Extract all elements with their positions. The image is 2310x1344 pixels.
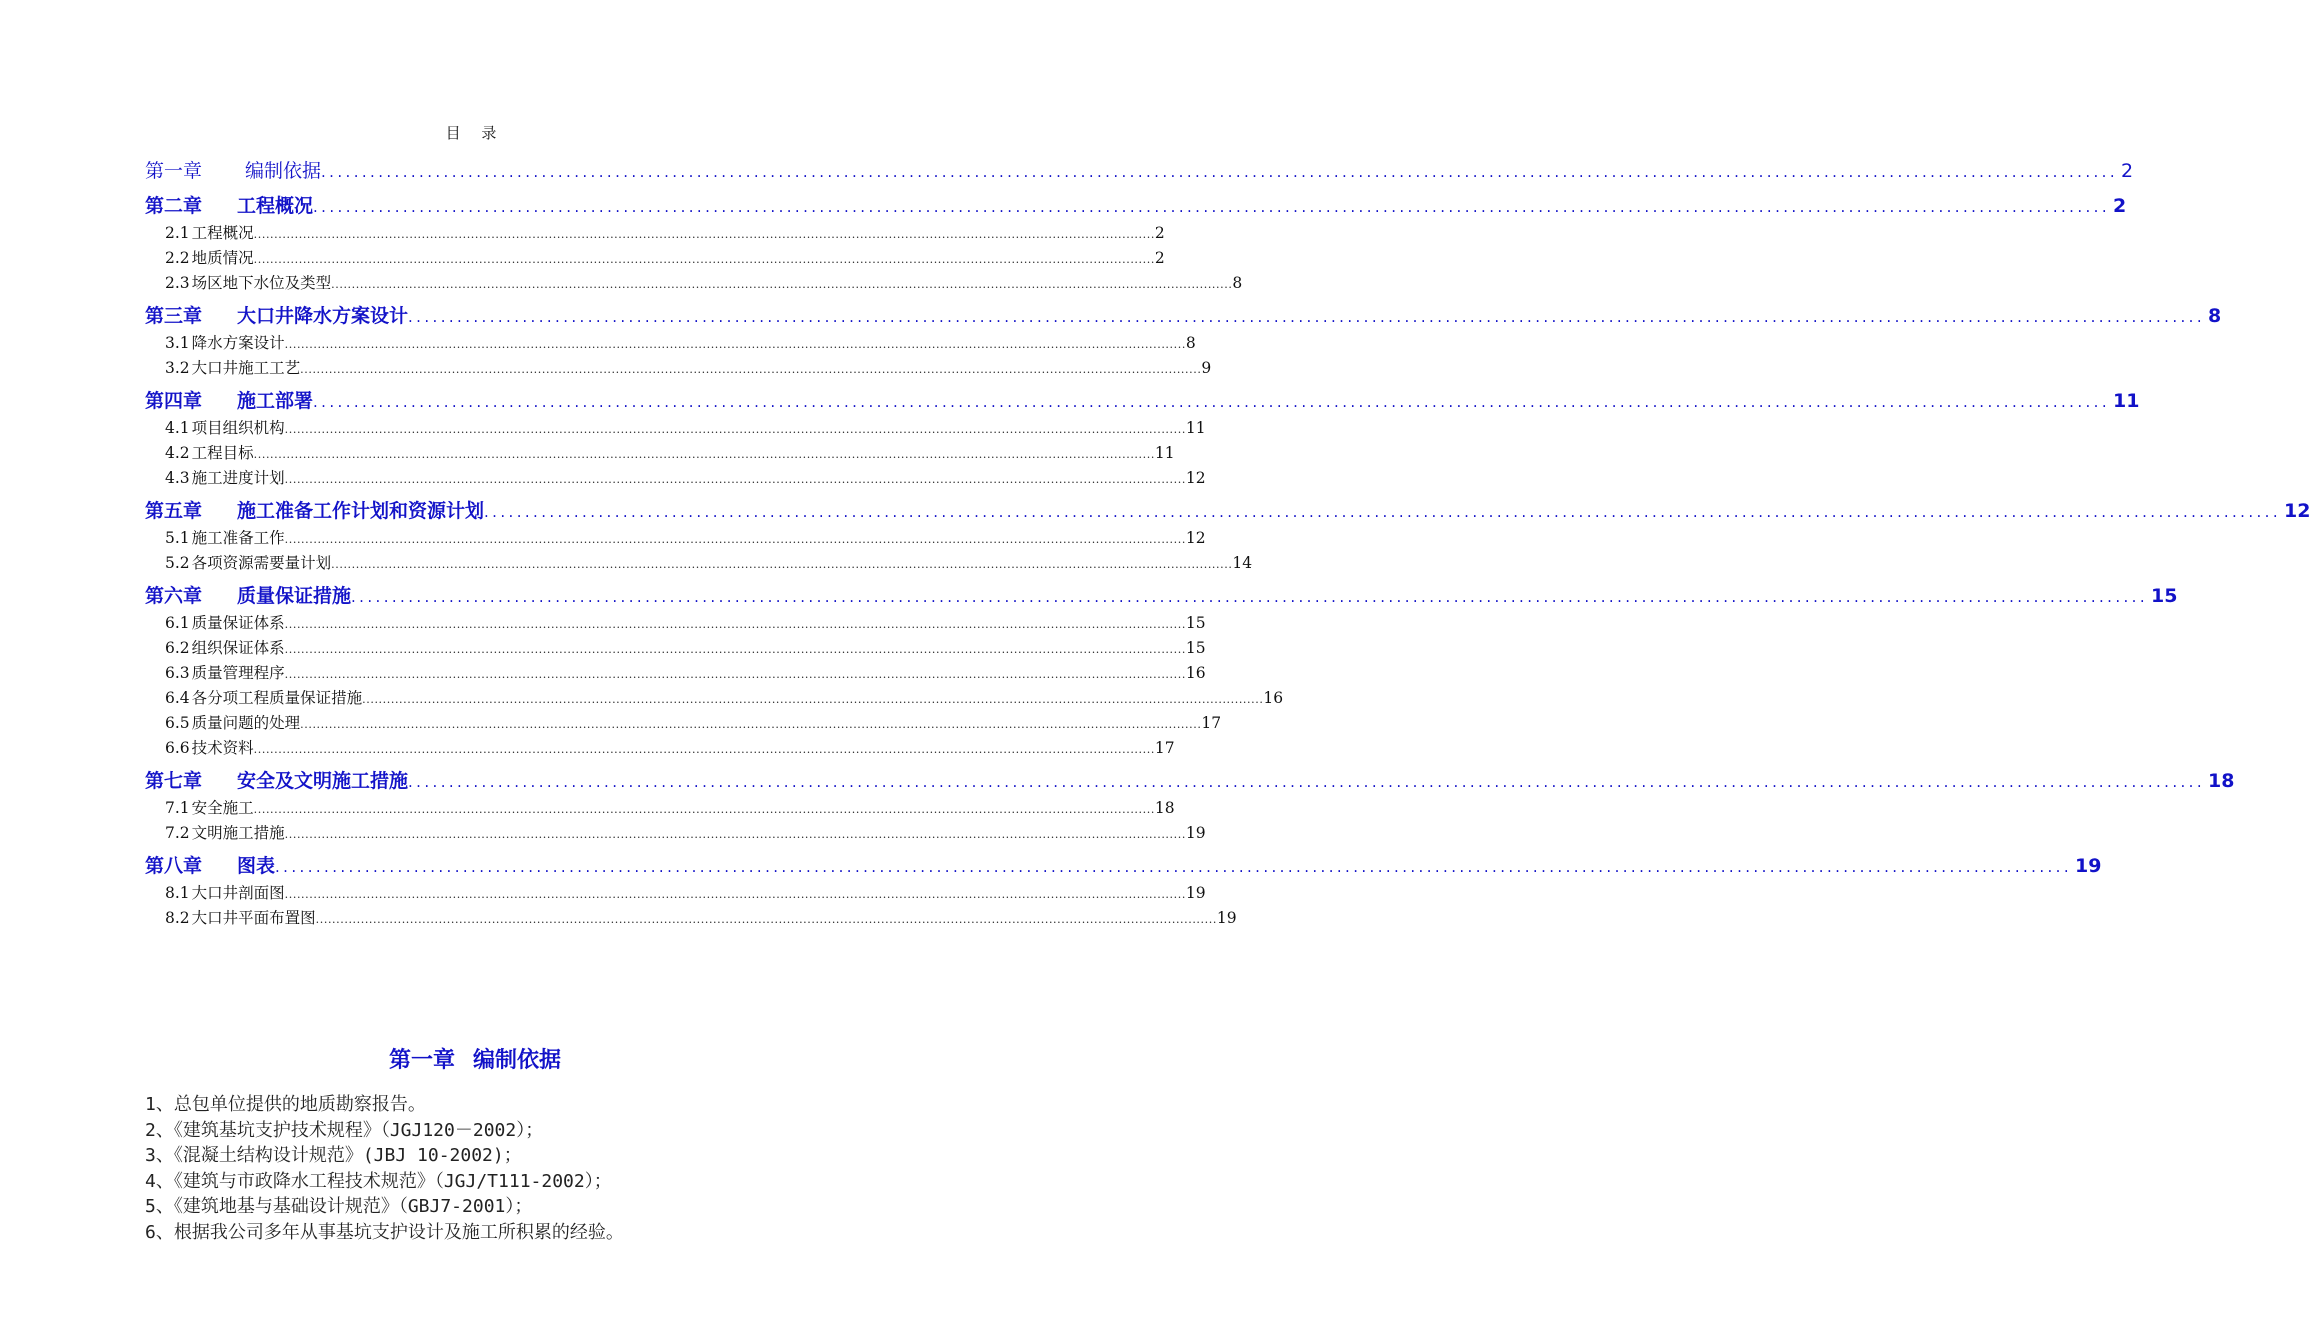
toc-dot-leader: ............................................................................................................................................................................................................................: [284, 668, 1186, 681]
toc-section-entry[interactable]: [145, 331, 1196, 356]
toc-entry-title: 降水方案设计: [191, 334, 285, 352]
toc-page-number: 16: [1263, 689, 1284, 707]
toc-dot-leader: ............................................................................................................................................................................................................................: [275, 858, 2072, 876]
toc-entry-number: 2.1: [165, 224, 190, 242]
toc-entry-title: 安全施工: [191, 799, 254, 817]
toc-entry-title: 质量问题的处理: [191, 714, 301, 732]
toc-entry-number: 第六章: [145, 585, 203, 607]
toc-section-entry[interactable]: [145, 821, 1206, 846]
toc-entry-title: 各分项工程质量保证措施: [191, 689, 363, 707]
toc-entry-number: 3.1: [165, 334, 190, 352]
toc-page-number: 8: [1232, 274, 1243, 292]
toc-page-number: 9: [1201, 359, 1212, 377]
toc-entry-number: 8.2: [165, 909, 190, 927]
toc-chapter-entry[interactable]: [145, 581, 2178, 611]
chapter-label: 第一章: [388, 1048, 455, 1073]
toc-section-entry[interactable]: [145, 356, 1212, 381]
chapter-name: 编制依据: [473, 1048, 562, 1073]
toc-section-entry[interactable]: [145, 441, 1175, 466]
toc-chapter-entry[interactable]: [145, 851, 2102, 881]
toc-heading: 目 录: [445, 124, 505, 142]
toc-page-number: 18: [2208, 770, 2235, 792]
toc-section-entry[interactable]: [145, 711, 1222, 736]
toc-entry-number: 6.3: [165, 664, 190, 682]
toc-entry-title: 工程目标: [191, 444, 254, 462]
toc-dot-leader: ............................................................................................................................................................................................................................: [253, 743, 1155, 756]
toc-entry-number: 第八章: [145, 855, 203, 877]
toc-dot-leader: ............................................................................................................................................................................................................................: [484, 503, 2281, 521]
toc-entry-number: 第二章: [145, 195, 203, 217]
toc-entry-title: 大口井降水方案设计: [237, 305, 409, 327]
toc-chapter-entry[interactable]: [145, 156, 2134, 186]
toc-section-entry[interactable]: [145, 906, 1237, 931]
toc-dot-leader: ............................................................................................................................................................................................................................: [284, 473, 1186, 486]
toc-page-number: 11: [1185, 419, 1206, 437]
toc-entry-number: 第一章: [145, 160, 203, 182]
toc-dot-leader: ............................................................................................................................................................................................................................: [313, 198, 2110, 216]
toc-entry-title: 安全及文明施工措施: [237, 770, 409, 792]
toc-entry-title: 编制依据: [245, 160, 322, 182]
toc-page-number: 15: [2151, 585, 2178, 607]
toc-chapter-entry[interactable]: [145, 301, 2222, 331]
toc-entry-number: 6.1: [165, 614, 190, 632]
toc-dot-leader: ............................................................................................................................................................................................................................: [300, 363, 1202, 376]
toc-entry-number: 6.2: [165, 639, 190, 657]
toc-page-number: 8: [1185, 334, 1196, 352]
toc-dot-leader: ............................................................................................................................................................................................................................: [315, 913, 1217, 926]
table-of-contents: [145, 156, 2310, 931]
toc-dot-leader: ............................................................................................................................................................................................................................: [253, 448, 1155, 461]
toc-entry-title: 大口井剖面图: [191, 884, 285, 902]
toc-entry-title: 项目组织机构: [191, 419, 285, 437]
toc-dot-leader: ............................................................................................................................................................................................................................: [253, 228, 1155, 241]
toc-page-number: 2: [2121, 160, 2134, 182]
toc-entry-title: 工程概况: [237, 195, 314, 217]
toc-section-entry[interactable]: [145, 221, 1165, 246]
toc-section-entry[interactable]: [145, 611, 1206, 636]
toc-entry-title: 大口井施工工艺: [191, 359, 301, 377]
chapter-title: [0, 1043, 950, 1074]
toc-page-number: 16: [1185, 664, 1206, 682]
toc-entry-title: 质量管理程序: [191, 664, 285, 682]
toc-section-entry[interactable]: [145, 466, 1206, 491]
toc-entry-number: 2.2: [165, 249, 190, 267]
toc-entry-number: 第七章: [145, 770, 203, 792]
toc-dot-leader: ............................................................................................................................................................................................................................: [284, 888, 1186, 901]
toc-dot-leader: ............................................................................................................................................................................................................................: [253, 803, 1155, 816]
toc-page-number: 11: [1154, 444, 1175, 462]
toc-page-number: 19: [2075, 855, 2102, 877]
basis-item: 6、根据我公司多年从事基坑支护设计及施工所积累的经验。: [145, 1221, 624, 1243]
toc-section-entry[interactable]: [145, 551, 1253, 576]
toc-page-number: 18: [1154, 799, 1175, 817]
toc-entry-number: 7.1: [165, 799, 190, 817]
toc-section-entry[interactable]: [145, 416, 1206, 441]
toc-page-number: 8: [2208, 305, 2222, 327]
toc-section-entry[interactable]: [145, 526, 1206, 551]
basis-item: 5、《建筑地基与基础设计规范》（GBJ7-2001）；: [145, 1196, 533, 1217]
toc-dot-leader: ............................................................................................................................................................................................................................: [284, 643, 1186, 656]
toc-page-number: 17: [1154, 739, 1175, 757]
toc-entry-number: 6.4: [165, 689, 190, 707]
toc-dot-leader: ............................................................................................................................................................................................................................: [253, 253, 1155, 266]
toc-entry-title: 文明施工措施: [191, 824, 285, 842]
toc-page-number: 19: [1185, 824, 1206, 842]
toc-entry-number: 2.3: [165, 274, 190, 292]
toc-page-number: 2: [1154, 224, 1165, 242]
toc-section-entry[interactable]: [145, 686, 1284, 711]
toc-entry-number: 5.1: [165, 529, 190, 547]
toc-dot-leader: ............................................................................................................................................................................................................................: [408, 308, 2205, 326]
toc-dot-leader: ............................................................................................................................................................................................................................: [362, 693, 1264, 706]
toc-page-number: 2: [2113, 195, 2127, 217]
toc-entry-title: 施工进度计划: [191, 469, 285, 487]
toc-section-entry[interactable]: [145, 881, 1206, 906]
toc-entry-title: 施工准备工作计划和资源计划: [237, 500, 485, 522]
toc-entry-title: 地质情况: [191, 249, 254, 267]
toc-page-number: 14: [1232, 554, 1253, 572]
basis-item: 1、总包单位提供的地质勘察报告。: [145, 1094, 426, 1115]
toc-section-entry[interactable]: [145, 271, 1243, 296]
toc-entry-number: 6.6: [165, 739, 190, 757]
toc-dot-leader: ............................................................................................................................................................................................................................: [284, 533, 1186, 546]
toc-page-number: 12: [1185, 529, 1206, 547]
toc-section-entry[interactable]: [145, 636, 1206, 661]
toc-chapter-entry[interactable]: [145, 191, 2127, 221]
toc-entry-title: 质量保证体系: [191, 614, 285, 632]
toc-entry-title: 施工部署: [237, 390, 314, 412]
toc-entry-number: 8.1: [165, 884, 190, 902]
toc-dot-leader: ............................................................................................................................................................................................................................: [331, 278, 1233, 291]
toc-entry-number: 第三章: [145, 305, 203, 327]
toc-dot-leader: ............................................................................................................................................................................................................................: [331, 558, 1233, 571]
basis-item: 2、《建筑基坑支护技术规程》（JGJ120－2002）；: [145, 1119, 544, 1141]
toc-page-number: 12: [2284, 500, 2310, 522]
toc-entry-number: 第四章: [145, 390, 203, 412]
toc-entry-title: 质量保证措施: [237, 585, 352, 607]
toc-page-number: 15: [1185, 614, 1206, 632]
toc-dot-leader: ............................................................................................................................................................................................................................: [408, 773, 2205, 791]
basis-item: 3、《混凝土结构设计规范》(JBJ 10-2002)；: [145, 1145, 522, 1166]
toc-entry-number: 3.2: [165, 359, 190, 377]
toc-entry-number: 4.3: [165, 469, 190, 487]
toc-dot-leader: ............................................................................................................................................................................................................................: [313, 393, 2110, 411]
toc-page-number: 19: [1185, 884, 1206, 902]
toc-chapter-entry[interactable]: [145, 386, 2140, 416]
toc-entry-title: 施工准备工作: [191, 529, 285, 547]
toc-entry-number: 7.2: [165, 824, 190, 842]
toc-entry-number: 4.2: [165, 444, 190, 462]
basis-item: 4、《建筑与市政降水工程技术规范》（JGJ/T111-2002）；: [145, 1170, 612, 1192]
toc-section-entry[interactable]: [145, 246, 1165, 271]
toc-entry-title: 图表: [237, 855, 276, 877]
toc-dot-leader: ............................................................................................................................................................................................................................: [284, 618, 1186, 631]
toc-entry-title: 场区地下水位及类型: [191, 274, 332, 292]
toc-section-entry[interactable]: [145, 796, 1175, 821]
toc-entry-title: 组织保证体系: [191, 639, 285, 657]
toc-page-number: 15: [1185, 639, 1206, 657]
toc-dot-leader: ............................................................................................................................................................................................................................: [284, 338, 1186, 351]
toc-entry-title: 大口井平面布置图: [191, 909, 316, 927]
toc-entry-number: 5.2: [165, 554, 190, 572]
toc-chapter-entry[interactable]: [145, 496, 2310, 526]
toc-entry-title: 工程概况: [191, 224, 254, 242]
toc-entry-title: 各项资源需要量计划: [191, 554, 332, 572]
toc-dot-leader: ............................................................................................................................................................................................................................: [321, 163, 2118, 181]
toc-section-entry[interactable]: [145, 661, 1206, 686]
toc-section-entry[interactable]: [145, 736, 1175, 761]
toc-entry-number: 4.1: [165, 419, 190, 437]
toc-chapter-entry[interactable]: [145, 766, 2235, 796]
basis-list: [145, 1090, 825, 1243]
toc-dot-leader: ............................................................................................................................................................................................................................: [284, 423, 1186, 436]
toc-entry-number: 第五章: [145, 500, 203, 522]
toc-page-number: 11: [2113, 390, 2140, 412]
toc-dot-leader: ............................................................................................................................................................................................................................: [351, 588, 2148, 606]
toc-dot-leader: ............................................................................................................................................................................................................................: [284, 828, 1186, 841]
toc-page-number: 2: [1154, 249, 1165, 267]
toc-page-number: 12: [1185, 469, 1206, 487]
toc-entry-title: 技术资料: [191, 739, 254, 757]
toc-entry-number: 6.5: [165, 714, 190, 732]
toc-page-number: 17: [1201, 714, 1222, 732]
toc-dot-leader: ............................................................................................................................................................................................................................: [300, 718, 1202, 731]
toc-page-number: 19: [1216, 909, 1237, 927]
